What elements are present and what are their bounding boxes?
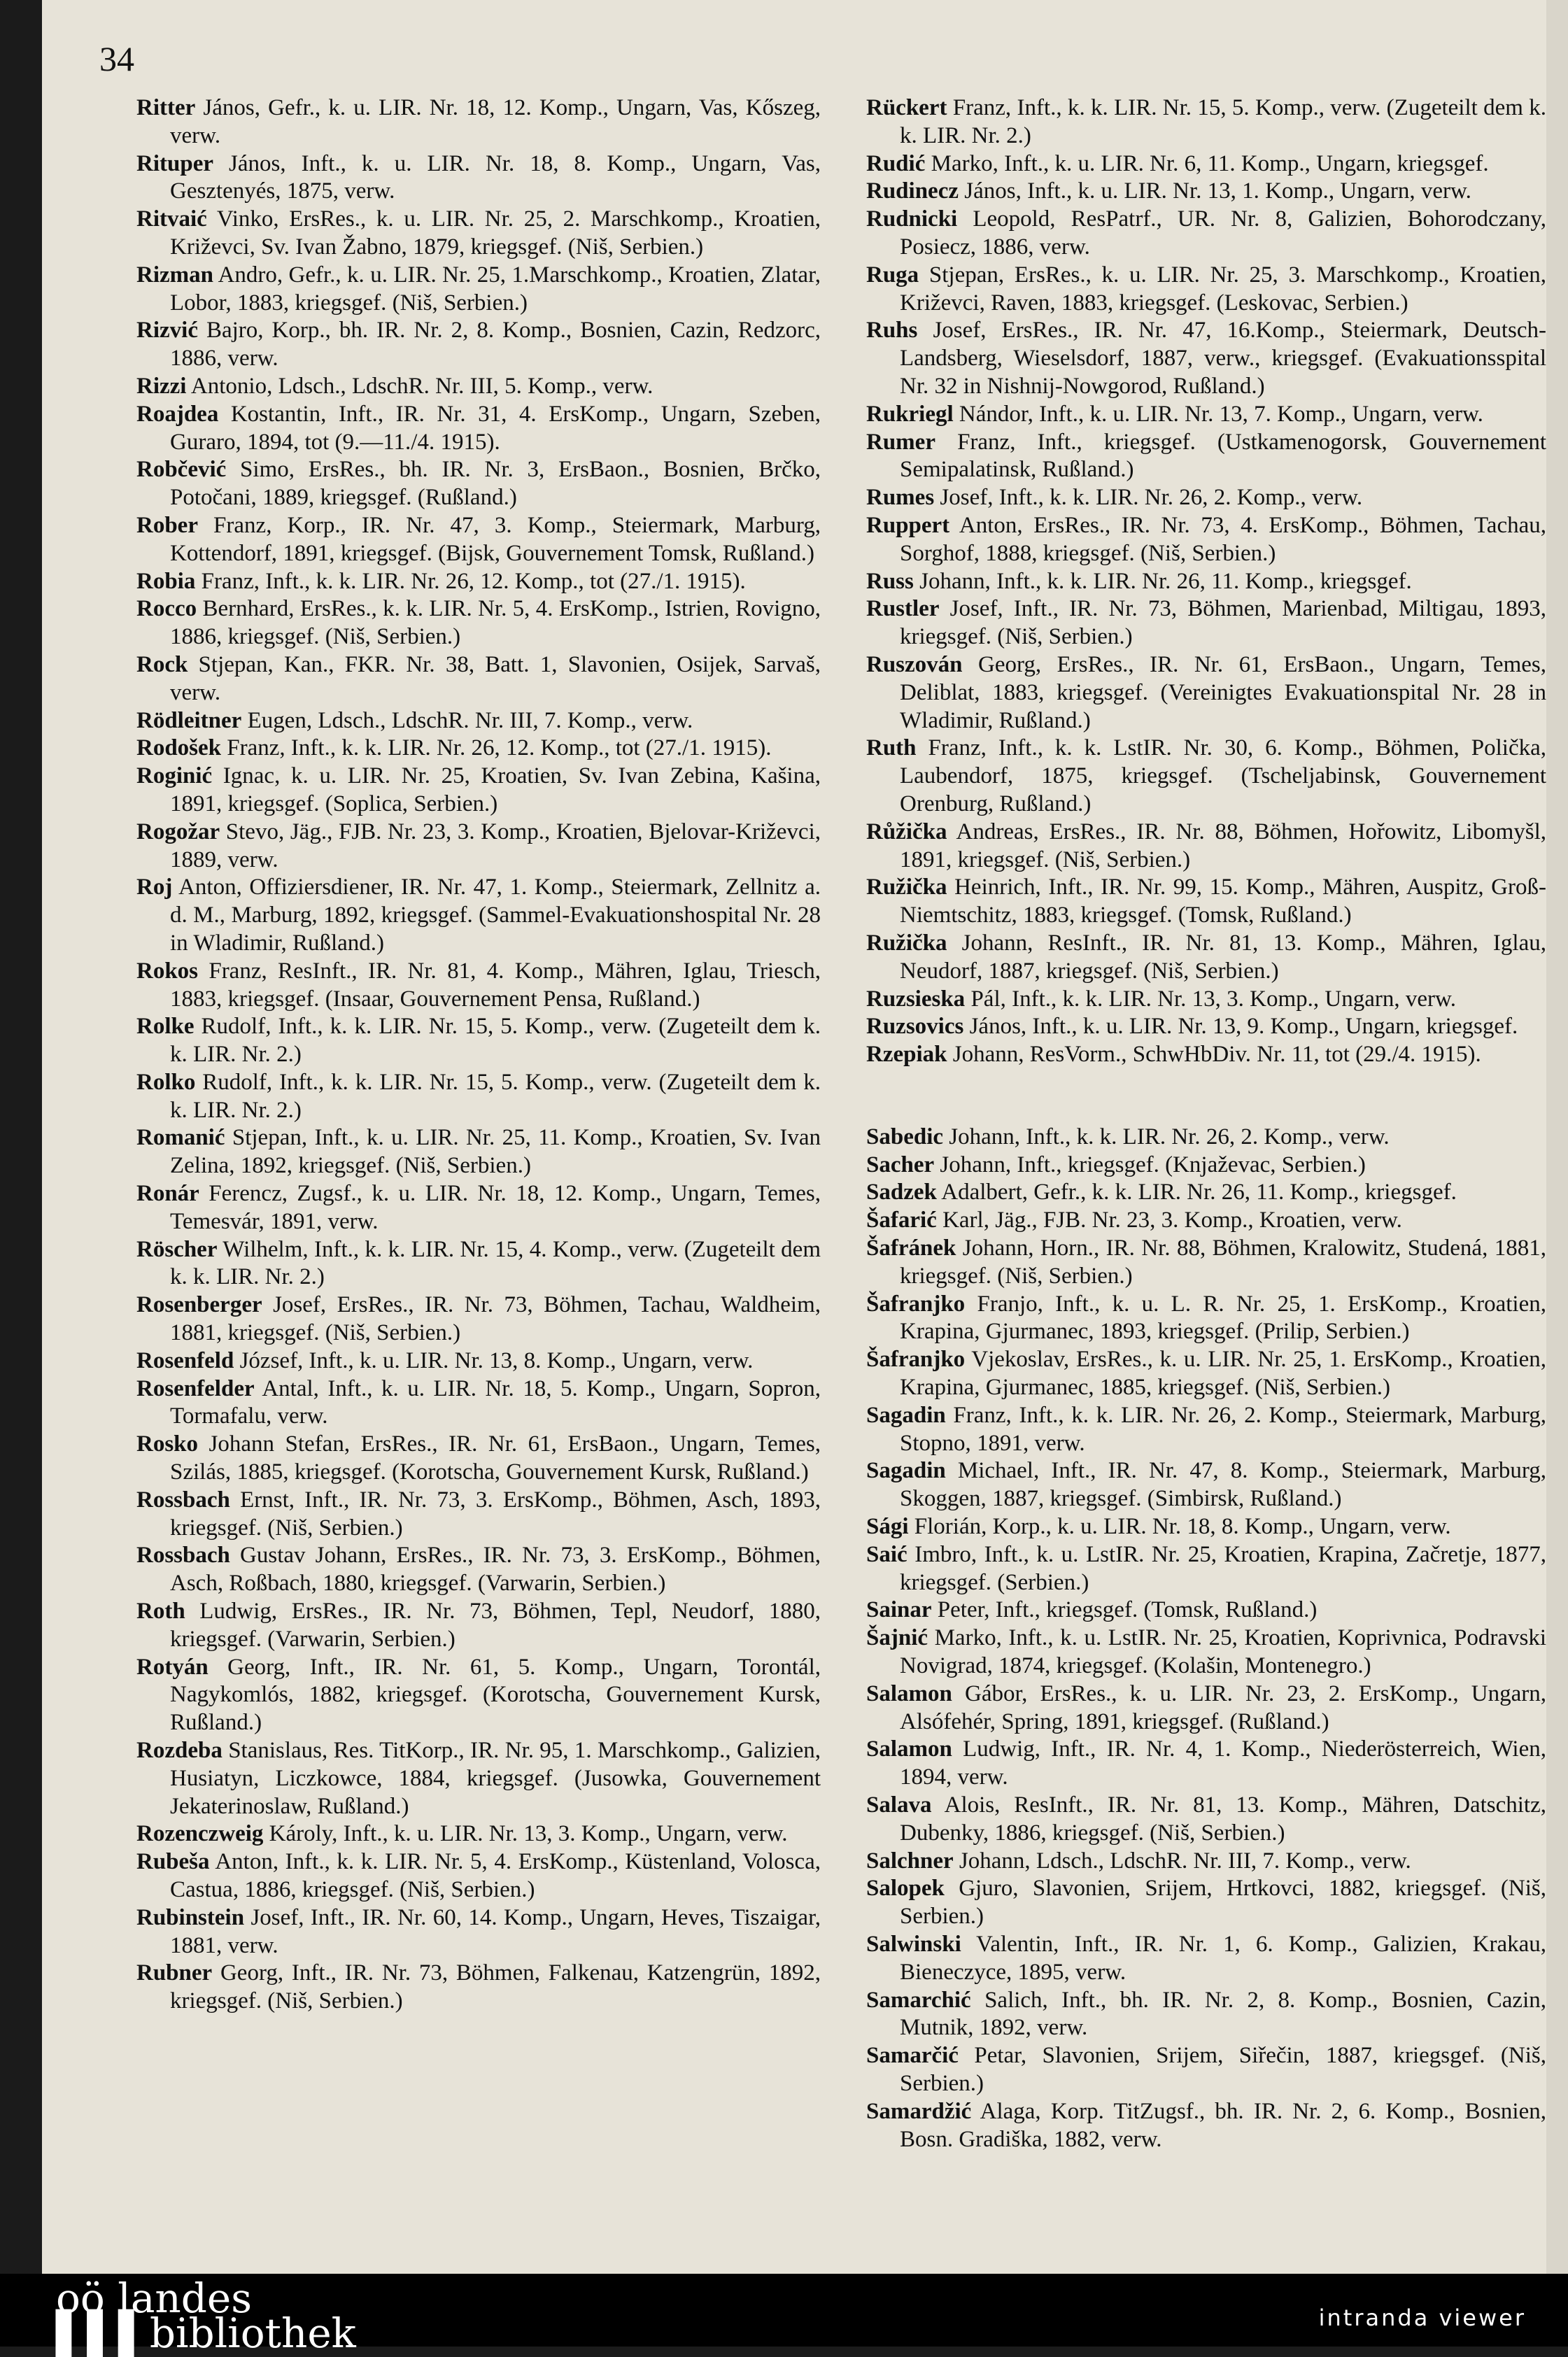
entry-surname: Salwinski: [866, 1932, 961, 1957]
entry-surname: Sabedic: [866, 1124, 944, 1149]
entry-details: Johann, Inft., kriegsgef. (Knjaževac, Serbien.): [934, 1152, 1366, 1177]
entry-details: Josef, ErsRes., IR. Nr. 73, Böhmen, Tachau, Waldheim, 1881, kriegsgef. (Niš, Serbien.): [170, 1292, 821, 1346]
register-entry: [866, 1875, 1546, 1931]
entry-surname: Rubinstein: [136, 1904, 245, 1930]
right-column-r-section: [866, 94, 1546, 1069]
entry-details: Florián, Korp., k. u. LIR. Nr. 18, 8. Komp., Ungarn, verw.: [908, 1514, 1451, 1540]
entry-details: Ludwig, Inft., IR. Nr. 4, 1. Komp., Niederösterreich, Wien, 1894, verw.: [900, 1736, 1546, 1790]
register-entry: [866, 1235, 1546, 1291]
entry-details: Michael, Inft., IR. Nr. 47, 8. Komp., Steiermark, Marburg, Skoggen, 1887, kriegsgef. (Simbirsk, Rußland.): [900, 1458, 1546, 1512]
entry-details: Alois, ResInft., IR. Nr. 81, 13. Komp., Mähren, Datschitz, Dubenky, 1886, kriegsgef. (Niš, Serbien.): [900, 1792, 1546, 1846]
register-entry: [866, 735, 1546, 818]
entry-surname: Rukriegl: [866, 401, 954, 427]
entry-surname: Rock: [136, 651, 188, 677]
entry-surname: Rogožar: [136, 819, 220, 844]
next-page-edge: [1546, 0, 1568, 2274]
register-entry: [866, 1848, 1546, 1876]
entry-surname: Rotyán: [136, 1654, 209, 1680]
entry-details: Stjepan, ErsRes., k. u. LIR. Nr. 25, 3. Marschkomp., Kroatien, Križevci, Raven, 1883, kriegsgef. (Leskovac, Serbien.): [900, 262, 1546, 316]
right-column: [866, 94, 1546, 2153]
register-entry: [866, 1987, 1546, 2043]
entry-details: Georg, Inft., IR. Nr. 61, 5. Komp., Ungarn, Torontál, Nagykomlós, 1882, kriegsgef. (Korotscha, Gouvernement Kursk, Rußland.): [170, 1654, 821, 1736]
entry-surname: Rudić: [866, 150, 926, 176]
register-entry: [866, 178, 1546, 206]
register-entry: [866, 874, 1546, 930]
entry-details: Anton, Offiziersdiener, IR. Nr. 47, 1. Komp., Steiermark, Zellnitz a. d. M., Marburg, 1892, kriegsgef. (Sammel-Evakuationshospital Nr. 28 in Wladimir, Rußland.): [170, 875, 821, 956]
register-entry: [136, 1180, 821, 1236]
entry-surname: Ruszován: [866, 651, 963, 677]
entry-surname: Saić: [866, 1541, 907, 1567]
entry-details: Johann, Inft., k. k. LIR. Nr. 26, 11. Komp., kriegsgef.: [913, 568, 1412, 594]
entry-surname: Rödleitner: [136, 707, 242, 733]
entry-surname: Rossbach: [136, 1543, 230, 1569]
register-entry: [136, 262, 821, 318]
entry-details: Georg, ErsRes., IR. Nr. 61, ErsBaon., Ungarn, Temes, Deliblat, 1883, kriegsgef. (Vereinigtes Evakuationspital Nr. 28 in Wladimir, Rußland.): [900, 651, 1546, 733]
entry-surname: Rizzi: [136, 373, 187, 399]
register-entry: [136, 568, 821, 596]
register-entry: [866, 930, 1546, 986]
entry-surname: Sagadin: [866, 1458, 946, 1484]
entry-surname: Rozenczweig: [136, 1821, 264, 1847]
register-entry: [866, 317, 1546, 400]
register-entry: [866, 206, 1546, 262]
register-entry: [136, 707, 821, 735]
page-number: 34: [99, 39, 134, 78]
entry-surname: Robia: [136, 568, 196, 594]
entry-surname: Salamon: [866, 1680, 952, 1706]
entry-details: Imbro, Inft., k. u. LstIR. Nr. 25, Kroatien, Krapina, Začretje, 1877, kriegsgef. (Serbien.): [900, 1541, 1546, 1595]
entry-surname: Rudnicki: [866, 206, 958, 232]
entry-surname: Samardžić: [866, 2098, 972, 2124]
entry-surname: Rossbach: [136, 1487, 230, 1513]
entry-details: Franz, Inft., k. k. LIR. Nr. 15, 5. Komp., verw. (Zugeteilt dem k. k. LIR. Nr. 2.): [900, 95, 1546, 148]
entry-surname: Röscher: [136, 1236, 218, 1262]
entry-surname: Rokos: [136, 958, 199, 984]
entry-surname: Rückert: [866, 95, 947, 120]
register-entry: [136, 1069, 821, 1125]
entry-surname: Roginić: [136, 763, 213, 789]
register-entry: [136, 1487, 821, 1543]
entry-details: Eugen, Ldsch., LdschR. Nr. III, 7. Komp., verw.: [241, 707, 693, 733]
entry-surname: Sági: [866, 1514, 909, 1540]
entry-details: Heinrich, Inft., IR. Nr. 99, 15. Komp., Mähren, Auspitz, Groß-Niemtschitz, 1883, kriegsgef. (Tomsk, Rußland.): [900, 875, 1546, 928]
entry-details: János, Inft., k. u. LIR. Nr. 18, 8. Komp., Ungarn, Vas, Gesztenyés, 1875, verw.: [170, 150, 821, 204]
entry-details: János, Inft., k. u. LIR. Nr. 13, 9. Komp., Ungarn, kriegsgef.: [963, 1014, 1518, 1040]
register-entry: [136, 1737, 821, 1820]
entry-details: Leopold, ResPatrf., UR. Nr. 8, Galizien, Bohorodczany, Posiecz, 1886, verw.: [900, 206, 1546, 260]
register-entry: [136, 512, 821, 568]
register-entry: [866, 1541, 1546, 1597]
entry-surname: Rustler: [866, 596, 940, 622]
entry-details: Franz, ResInft., IR. Nr. 81, 4. Komp., Mähren, Iglau, Triesch, 1883, kriegsgef. (Insaar, Gouvernement Pensa, Rußland.): [170, 958, 821, 1012]
entry-surname: Salamon: [866, 1736, 952, 1762]
entry-details: Franz, Inft., k. k. LIR. Nr. 26, 2. Komp., Steiermark, Marburg, Stopno, 1891, verw.: [900, 1402, 1546, 1456]
register-entry: [866, 1013, 1546, 1041]
entry-details: Johann, ResInft., IR. Nr. 81, 13. Komp., Mähren, Iglau, Neudorf, 1887, kriegsgef. (Niš, Serbien.): [900, 930, 1546, 984]
entry-surname: Roth: [136, 1599, 185, 1625]
library-logo-bars-icon: ▌▌▌: [56, 2309, 150, 2357]
register-entry: [136, 206, 821, 262]
entry-surname: Samarchić: [866, 1987, 971, 2013]
register-entry: [136, 1904, 821, 1960]
register-entry: [866, 1402, 1546, 1458]
entry-surname: Ružička: [866, 930, 947, 956]
right-column-s-section: [866, 1124, 1546, 2153]
register-entry: [136, 456, 821, 512]
register-entry: [136, 1291, 821, 1347]
entry-details: Gustav Johann, ErsRes., IR. Nr. 73, 3. ErsKomp., Böhmen, Asch, Roßbach, 1880, kriegsgef. (Varwarin, Serbien.): [170, 1543, 821, 1597]
register-entry: [866, 986, 1546, 1014]
register-entry: [136, 401, 821, 457]
entry-details: Karl, Jäg., FJB. Nr. 23, 3. Komp., Kroatien, verw.: [936, 1208, 1402, 1233]
entry-surname: Salchner: [866, 1848, 954, 1874]
entry-details: Alaga, Korp. TitZugsf., bh. IR. Nr. 2, 6. Komp., Bosnien, Bosn. Gradiška, 1882, verw.: [900, 2098, 1546, 2152]
entry-surname: Šajnić: [866, 1625, 928, 1651]
entry-details: Stevo, Jäg., FJB. Nr. 23, 3. Komp., Kroatien, Bjelovar-Križevci, 1889, verw.: [170, 819, 821, 872]
section-gap: [866, 1069, 1546, 1124]
register-entry: [866, 568, 1546, 596]
entry-surname: Rubner: [136, 1960, 213, 1986]
register-entry: [866, 429, 1546, 485]
entry-details: János, Inft., k. u. LIR. Nr. 13, 1. Komp., Ungarn, verw.: [959, 178, 1471, 204]
register-entry: [866, 484, 1546, 512]
entry-surname: Sadzek: [866, 1180, 937, 1205]
left-column: [136, 94, 821, 2016]
entry-surname: Ružička: [866, 875, 947, 900]
entry-surname: Šafarić: [866, 1208, 937, 1233]
entry-details: Peter, Inft., kriegsgef. (Tomsk, Rußland.): [931, 1597, 1318, 1623]
library-logo-text: bibliothek: [149, 2309, 356, 2357]
entry-details: Johann Stefan, ErsRes., IR. Nr. 61, ErsBaon., Ungarn, Temes, Szilás, 1885, kriegsgef. (Korotscha, Gouvernement Kursk, Rußland.): [170, 1431, 821, 1485]
entry-surname: Robčević: [136, 457, 227, 483]
register-entry: [136, 1960, 821, 2016]
entry-surname: Rudinecz: [866, 178, 959, 204]
entry-details: Petar, Slavonien, Srijem, Siřečin, 1887, kriegsgef. (Niš, Serbien.): [900, 2043, 1546, 2096]
register-entry: [866, 1680, 1546, 1736]
register-entry: [866, 512, 1546, 568]
entry-details: Vinko, ErsRes., k. u. LIR. Nr. 25, 2. Marschkomp., Kroatien, Križevci, Sv. Ivan Žabno, 1879, kriegsgef. (Niš, Serbien.): [170, 206, 821, 260]
entry-details: Franz, Inft., k. k. LIR. Nr. 26, 12. Komp., tot (27./1. 1915).: [221, 735, 772, 761]
entry-surname: Rzepiak: [866, 1042, 947, 1068]
entry-details: Pál, Inft., k. k. LIR. Nr. 13, 3. Komp., Ungarn, verw.: [965, 986, 1456, 1012]
entry-surname: Ruzsieska: [866, 986, 966, 1012]
register-entry: [136, 958, 821, 1014]
entry-details: Josef, Inft., k. k. LIR. Nr. 26, 2. Komp., verw.: [934, 485, 1363, 511]
register-entry: [136, 1820, 821, 1848]
entry-details: Franz, Inft., k. k. LstIR. Nr. 30, 6. Komp., Böhmen, Polička, Laubendorf, 1875, kriegsgef. (Tscheljabinsk, Gouvernement Orenburg, Rußland.): [900, 735, 1546, 816]
entry-details: Anton, Inft., k. k. LIR. Nr. 5, 4. ErsKomp., Küstenland, Volosca, Castua, 1886, kriegsgef. (Niš, Serbien.): [170, 1849, 821, 1902]
register-entry: [866, 1041, 1546, 1069]
register-entry: [866, 1513, 1546, 1541]
register-entry: [866, 1597, 1546, 1625]
register-entry: [136, 1236, 821, 1292]
entry-surname: Ritvaić: [136, 206, 207, 232]
register-entry: [866, 1931, 1546, 1987]
entry-surname: Salopek: [866, 1876, 945, 1902]
entry-details: Ignac, k. u. LIR. Nr. 25, Kroatien, Sv. Ivan Zebina, Kašina, 1891, kriegsgef. (Soplica, Serbien.): [170, 763, 821, 816]
register-entry: [136, 1124, 821, 1180]
register-entry: [866, 94, 1546, 150]
entry-surname: Rolko: [136, 1069, 196, 1095]
entry-surname: Samarčić: [866, 2043, 959, 2069]
register-entry: [866, 1346, 1546, 1402]
entry-surname: Rumer: [866, 429, 935, 455]
entry-surname: Ruppert: [866, 512, 950, 538]
viewer-label: intranda viewer: [1318, 2305, 1526, 2331]
entry-details: Marko, Inft., k. u. LstIR. Nr. 25, Kroatien, Koprivnica, Podravski Novigrad, 1874, kriegsgef. (Kolašin, Montenegro.): [900, 1625, 1546, 1679]
register-entry: [136, 1848, 821, 1904]
entry-details: Adalbert, Gefr., k. k. LIR. Nr. 26, 11. Komp., kriegsgef.: [936, 1180, 1457, 1205]
register-entry: [136, 1013, 821, 1069]
entry-details: Vjekoslav, ErsRes., k. u. LIR. Nr. 25, 1. ErsKomp., Kroatien, Krapina, Gjurmanec, 1885, kriegsgef. (Niš, Serbien.): [900, 1347, 1546, 1401]
entry-details: Valentin, Inft., IR. Nr. 1, 6. Komp., Galizien, Krakau, Bieneczyce, 1895, verw.: [900, 1932, 1546, 1985]
register-entry: [136, 94, 821, 150]
entry-surname: Ruga: [866, 262, 919, 288]
register-entry: [866, 262, 1546, 318]
entry-surname: Rosko: [136, 1431, 199, 1457]
entry-details: Anton, ErsRes., IR. Nr. 73, 4. ErsKomp., Böhmen, Tachau, Sorghof, 1888, kriegsgef. (Niš, Serbien.): [900, 512, 1546, 566]
entry-surname: Roajdea: [136, 401, 219, 427]
register-entry: [136, 1431, 821, 1487]
entry-details: Antal, Inft., k. u. LIR. Nr. 18, 5. Komp., Ungarn, Sopron, Tormafalu, verw.: [170, 1375, 821, 1429]
entry-details: Stjepan, Inft., k. u. LIR. Nr. 25, 11. Komp., Kroatien, Sv. Ivan Zelina, 1892, kriegsgef. (Niš, Serbien.): [170, 1125, 821, 1179]
entry-details: Georg, Inft., IR. Nr. 73, Böhmen, Falkenau, Katzengrün, 1892, kriegsgef. (Niš, Serbien.): [170, 1960, 821, 2014]
entry-details: Rudolf, Inft., k. k. LIR. Nr. 15, 5. Komp., verw. (Zugeteilt dem k. k. LIR. Nr. 2.): [170, 1069, 821, 1123]
entry-surname: Roj: [136, 875, 173, 900]
entry-details: Johann, ResVorm., SchwHbDiv. Nr. 11, tot (29./4. 1915).: [947, 1042, 1481, 1068]
register-entry: [866, 2042, 1546, 2098]
entry-surname: Rosenberger: [136, 1292, 262, 1318]
library-logo-line1: oö landes: [56, 2274, 252, 2322]
register-entry: [866, 401, 1546, 429]
entry-surname: Rozdeba: [136, 1738, 223, 1764]
entry-surname: Rodošek: [136, 735, 222, 761]
register-entry: [866, 1207, 1546, 1235]
entry-details: Franz, Inft., kriegsgef. (Ustkamenogorsk, Gouvernement Semipalatinsk, Rußland.): [900, 429, 1546, 483]
register-entry: [866, 1736, 1546, 1792]
entry-details: Gábor, ErsRes., k. u. LIR. Nr. 23, 2. ErsKomp., Ungarn, Alsófehér, Spring, 1891, kriegsgef. (Rußland.): [900, 1680, 1546, 1734]
register-entry: [136, 1347, 821, 1375]
register-entry: [136, 874, 821, 957]
entry-surname: Růžička: [866, 819, 947, 844]
entry-details: Johann, Inft., k. k. LIR. Nr. 26, 2. Komp., verw.: [943, 1124, 1390, 1149]
entry-details: Nándor, Inft., k. u. LIR. Nr. 13, 7. Komp., Ungarn, verw.: [953, 401, 1483, 427]
entry-details: Ferencz, Zugsf., k. u. LIR. Nr. 18, 12. Komp., Ungarn, Temes, Temesvár, 1891, verw.: [170, 1181, 821, 1234]
entry-surname: Rober: [136, 512, 198, 538]
register-entry: [136, 763, 821, 819]
entry-surname: Rituper: [136, 150, 213, 176]
register-entry: [136, 1598, 821, 1654]
entry-surname: Russ: [866, 568, 914, 594]
entry-surname: Šafranjko: [866, 1291, 966, 1317]
entry-surname: Rizman: [136, 262, 213, 288]
entry-details: Antonio, Ldsch., LdschR. Nr. III, 5. Komp., verw.: [186, 373, 654, 399]
entry-details: Bernhard, ErsRes., k. k. LIR. Nr. 5, 4. ErsKomp., Istrien, Rovigno, 1886, kriegsgef. (Niš, Serbien.): [170, 596, 821, 650]
register-entry: [866, 150, 1546, 178]
register-entry: [136, 819, 821, 875]
register-entry: [136, 373, 821, 401]
entry-surname: Šafranjko: [866, 1347, 966, 1373]
register-entry: [866, 651, 1546, 735]
register-entry: [136, 735, 821, 763]
entry-surname: Ritter: [136, 95, 196, 120]
register-entry: [136, 317, 821, 373]
entry-surname: Rosenfeld: [136, 1347, 234, 1373]
register-entry: [866, 1291, 1546, 1347]
entry-details: József, Inft., k. u. LIR. Nr. 13, 8. Komp., Ungarn, verw.: [234, 1347, 754, 1373]
entry-surname: Salava: [866, 1792, 932, 1818]
entry-details: Wilhelm, Inft., k. k. LIR. Nr. 15, 4. Komp., verw. (Zugeteilt dem k. k. LIR. Nr. 2.): [170, 1236, 821, 1290]
entry-surname: Rizvić: [136, 318, 198, 344]
entry-details: Franz, Inft., k. k. LIR. Nr. 26, 12. Komp., tot (27./1. 1915).: [195, 568, 746, 594]
entry-details: Franz, Korp., IR. Nr. 47, 3. Komp., Steiermark, Marburg, Kottendorf, 1891, kriegsgef. (Bijsk, Gouvernement Tomsk, Rußland.): [170, 512, 821, 566]
entry-details: Johann, Ldsch., LdschR. Nr. III, 7. Komp., verw.: [953, 1848, 1411, 1874]
entry-details: Andreas, ErsRes., IR. Nr. 88, Böhmen, Hořowitz, Libomyšl, 1891, kriegsgef. (Niš, Serbien.): [900, 819, 1546, 872]
register-entry: [136, 1542, 821, 1598]
entry-details: Bajro, Korp., bh. IR. Nr. 2, 8. Komp., Bosnien, Cazin, Redzorc, 1886, verw.: [170, 318, 821, 371]
entry-surname: Ronár: [136, 1181, 199, 1207]
entry-surname: Sainar: [866, 1597, 932, 1623]
entry-details: Ernst, Inft., IR. Nr. 73, 3. ErsKomp., Böhmen, Asch, 1893, kriegsgef. (Niš, Serbien.): [170, 1487, 821, 1541]
register-entry: [136, 595, 821, 651]
entry-surname: Rubeša: [136, 1849, 210, 1875]
entry-surname: Rosenfelder: [136, 1375, 255, 1401]
entry-surname: Rumes: [866, 485, 935, 511]
entry-details: Johann, Horn., IR. Nr. 88, Böhmen, Kralowitz, Studená, 1881, kriegsgef. (Niš, Serbien.): [900, 1236, 1546, 1289]
register-entry: [136, 1375, 821, 1431]
register-entry: [136, 1654, 821, 1737]
entry-details: Simo, ErsRes., bh. IR. Nr. 3, ErsBaon., Bosnien, Brčko, Potočani, 1889, kriegsgef. (Rußland.): [170, 457, 821, 511]
entry-surname: Ruth: [866, 735, 917, 761]
entry-details: Josef, Inft., IR. Nr. 73, Böhmen, Marienbad, Miltigau, 1893, kriegsgef. (Niš, Serbien.): [900, 596, 1546, 650]
entry-details: Gjuro, Slavonien, Srijem, Hrtkovci, 1882, kriegsgef. (Niš, Serbien.): [900, 1876, 1546, 1930]
register-entry: [866, 1625, 1546, 1680]
register-entry: [866, 1457, 1546, 1513]
entry-details: Josef, ErsRes., IR. Nr. 47, 16.Komp., Steiermark, Deutsch-Landsberg, Wieselsdorf, 1887, verw., kriegsgef. (Evakuationsspital Nr. 32 in Nishnij-Nowgorod, Rußland.): [900, 318, 1546, 399]
register-entry: [866, 2098, 1546, 2154]
entry-surname: Rolke: [136, 1014, 195, 1040]
register-entry: [866, 1179, 1546, 1207]
entry-details: Károly, Inft., k. u. LIR. Nr. 13, 3. Komp., Ungarn, verw.: [263, 1821, 788, 1847]
entry-details: Stanislaus, Res. TitKorp., IR. Nr. 95, 1. Marschkomp., Galizien, Husiatyn, Liczkowce, 1884, kriegsgef. (Jusowka, Gouvernement Jekaterinoslaw, Rußland.): [170, 1738, 821, 1819]
entry-surname: Rocco: [136, 596, 197, 622]
entry-surname: Sagadin: [866, 1402, 946, 1428]
entry-details: Josef, Inft., IR. Nr. 60, 14. Komp., Ungarn, Heves, Tiszaigar, 1881, verw.: [170, 1904, 821, 1958]
entry-surname: Romanić: [136, 1125, 225, 1151]
entry-details: Stjepan, Kan., FKR. Nr. 38, Batt. 1, Slavonien, Osijek, Sarvaš, verw.: [170, 651, 821, 705]
register-entry: [866, 1124, 1546, 1152]
register-entry: [866, 595, 1546, 651]
entry-surname: Ruzsovics: [866, 1014, 964, 1040]
register-entry: [136, 651, 821, 707]
entry-details: Ludwig, ErsRes., IR. Nr. 73, Böhmen, Tepl, Neudorf, 1880, kriegsgef. (Varwarin, Serbien.): [170, 1599, 821, 1652]
entry-details: Andro, Gefr., k. u. LIR. Nr. 25, 1.Marschkomp., Kroatien, Zlatar, Lobor, 1883, kriegsgef. (Niš, Serbien.): [170, 262, 821, 316]
entry-details: Kostantin, Inft., IR. Nr. 31, 4. ErsKomp., Ungarn, Szeben, Guraro, 1894, tot (9.—11./4. 1915).: [170, 401, 821, 455]
entry-surname: Ruhs: [866, 318, 918, 344]
register-entry: [136, 150, 821, 206]
entry-details: Salich, Inft., bh. IR. Nr. 2, 8. Komp., Bosnien, Cazin, Mutnik, 1892, verw.: [900, 1987, 1546, 2041]
viewer-footer: [0, 2274, 1568, 2357]
entry-details: Franjo, Inft., k. u. L. R. Nr. 25, 1. ErsKomp., Kroatien, Krapina, Gjurmanec, 1893, kriegsgef. (Prilip, Serbien.): [900, 1291, 1546, 1345]
entry-details: Rudolf, Inft., k. k. LIR. Nr. 15, 5. Komp., verw. (Zugeteilt dem k. k. LIR. Nr. 2.): [170, 1014, 821, 1068]
register-entry: [866, 1792, 1546, 1848]
entry-surname: Sacher: [866, 1152, 935, 1177]
library-logo-line2: [56, 2309, 356, 2357]
entry-details: János, Gefr., k. u. LIR. Nr. 18, 12. Komp., Ungarn, Vas, Kőszeg, verw.: [170, 95, 821, 148]
entry-surname: Šafránek: [866, 1236, 956, 1261]
entry-details: Marko, Inft., k. u. LIR. Nr. 6, 11. Komp., Ungarn, kriegsgef.: [925, 150, 1489, 176]
register-entry: [866, 1152, 1546, 1180]
register-entry: [866, 819, 1546, 875]
